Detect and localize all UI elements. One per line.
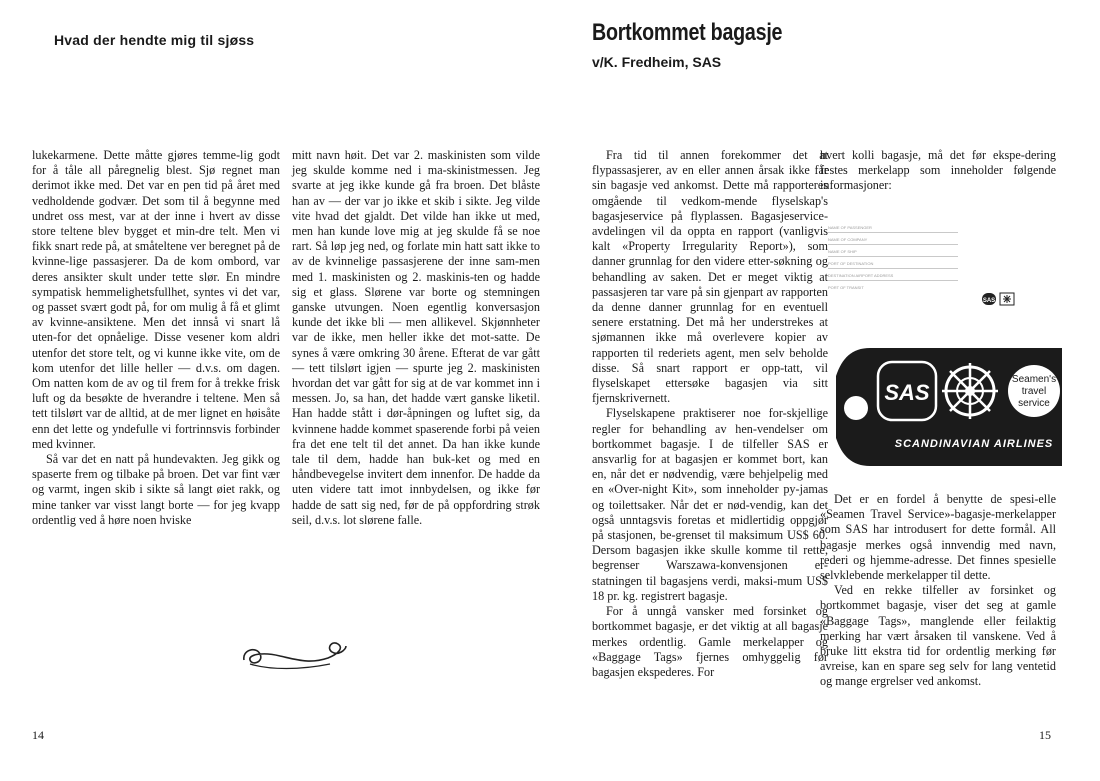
paragraph: Så var det en natt på hundevakten. Jeg gikk og spaserte frem og tilbake på broen. Det var fint vær og varmt, ingen skib i sikte så langt øiet rakk, og mine tanker var visst langt borte — for jeg kvapp ordentlig ved å høre noen hviske [32, 452, 280, 527]
running-head: Hvad der hendte mig til sjøss [54, 32, 255, 48]
left-column-2 [292, 148, 540, 528]
right-column-2-bottom [820, 492, 1056, 690]
tag-brand-text: SAS [884, 380, 930, 405]
form-row-line [828, 256, 958, 257]
paragraph: hvert kolli bagasje, må det før ekspe-dering festes merkelapp som inneholder følgende informasjoner: [820, 148, 1056, 193]
tag-footer-text: SCANDINAVIAN AIRLINES [894, 438, 1054, 450]
paragraph: Fra tid til annen forekommer det at flypassasjerer, av en eller annen årsak ikke får sin bagasje ved ankomst. Dette må rapporteres omgående til vedkom-mende flyselskap's bagasjeservice på flyplassen. Bagasjeservice-avdelingen vil da oppta en rapport (vanligvis kalt «Property Irregularity Report»), som danner grunnlag for den videre etter-søkning og behandling av saken. Det er meget viktig at passasjeren tar vare på sin gjenpart av rapporten da denne danner grunnlag for en eventuell senere erstatning. Det må her understrekes at sjømannen ikke må overlevere kopier av rapporten til rederiets agent, men selv beholde disse. Så snart rapport er opp-tatt, vil flyselskapet ettersøke bagasjen via sitt fjernskrivernett. [592, 148, 828, 406]
page-number: 15 [1039, 728, 1051, 742]
sas-logo-small [982, 292, 1016, 306]
form-row-label: DESTINATION AIRPORT ADDRESS [828, 273, 894, 278]
right-page [550, 0, 1100, 781]
paragraph: lukekarmene. Dette måtte gjøres temme-lig godt for å tåle all påregnelig blest. Sjø regnet man derimot ikke med. Det var en pen tid på året med vedholdende godvær. Det som til å begynne med undret oss mest, var at der inne i hvert av disse store teltene blev bygget et min-dre telt. Men vi fikk snart rede på, at småteltene ver beregnet på de kvinne-lige passasjerer. Da de kom ombord, var deres ansikter skult under tette slør. En mindre sympatisk hemmelighetsfullhet, syntes vi det var, og passet svært godt på, for om mulig å få et glimt av kvinne-ansiktene. Men det innså vi snart lå uten-for det opnåelige. Disse vesener kom aldri utenfor det store telt, og vi kunne ikke vite, om de kom utenfor det lille heller — d.v.s. om dagen. Om natten kom de av og til frem for å trekke frisk luft og da besøkte de hverandre i teltene. Men så tett tilslørt var de alltid, at de mer lignet en høisåte enn det lette og yndefulle vi fortrinnsvis forbinder med kvinner. [32, 148, 280, 451]
tag-service-line: service [1018, 398, 1050, 409]
form-row-line [828, 232, 958, 233]
tag-service-line: travel [1021, 386, 1047, 397]
byline: v/K. Fredheim, SAS [592, 54, 722, 70]
form-logo-text: SAS [982, 298, 996, 304]
form-row-label: PORT OF TRANSIT [828, 285, 864, 290]
form-row-line [828, 268, 958, 269]
tag-service-line: Seamen's [1011, 374, 1057, 385]
seamens-travel-service-tag [830, 342, 1066, 470]
flourish-ornament [240, 636, 350, 676]
form-row-label: NAME OF COMPANY [828, 237, 868, 242]
paragraph: Flyselskapene praktiserer noe for-skjellige regler for behandling av hen-vendelser om bortkommet bagasje. I de tilfeller SAS er ansvarlig for at bagasjen er kommet bort, kan en, når det er nødvendig, være behjelpelig med en «Over-night Kit», som inneholder py-jamas og toilettsaker. Når det er nød-vendig, kan det også unntagsvis foretas et midlertidig oppgjør på stasjonen, be-grenset til maksimum US$ 60. Dersom bagasjen ikke skulle komme til rette, begrenser Warszawa-konvensjonen er-statningen til bagasjens verdi, maksi-mum US$ 18 pr. kg. registrert bagasje. [592, 406, 828, 603]
paragraph: mitt navn høit. Det var 2. maskinisten som vilde jeg skulde komme ned i ma-skinistmessen. Jeg svarte at jeg ikke kunde gå fra broen. Det blåste han av — der var jo ikke et skib i sikte. Jeg vilde vite hvad det gjaldt. Det vilde han ikke ut med, men han kunde love mig at jeg skulde få se noe rart. Så løp jeg ned, og forlate min hatt satt ikke to av de kvinnelige passasjerene der inne sam-men med 1. maskinisten og 2. maskinis-ten og hadde sig et glass. Slørene var borte og stemningen ganske utvungen. Noen egentlig konversasjon kunde det ikke bli — men allikevel. Skjønnheter var de ikke, men heller ikke det mot-satte. De synes å være omkring 30 årene. Efterat de var gått — tett tilslørt igjen — spurte jeg 2. maskinisten hvordan det var gått for sig at de var kommet inn i messen. Jo, sa han, det hadde vært ganske liketil. Han hadde stått i dør-åpningen og luftet sig, da kvinnene hadde kommet spaserende forbi på veien fra det ene telt til det annet. Da han ikke kunde tale til dem, hadde han buk-ket og med en håndbevegelse invitert dem innenfor. De hadde da uten videre tatt imot innbydelsen, og ikke før hadde de satt sig ned, før de på oppfordring strøk seil, d.v.s. lot slørene falle. [292, 148, 540, 527]
form-row-label: NAME OF SHIP [828, 249, 857, 254]
paragraph: Ved en rekke tilfeller av forsinket og bortkommet bagasje, viser det seg at gamle «Baggage Tags», manglende eller feilaktig merking har vært årsaken til vanskene. Ved å bruke litt ekstra tid for ordentlig merking før avreise, kan en spare seg selv for lang ventetid og mange ergrelser ved ankomst. [820, 583, 1056, 689]
ship-wheel-icon [942, 363, 998, 419]
form-row-label: PORT OF DESTINATION [828, 261, 874, 266]
form-row-label: NAME OF PASSENGER [828, 225, 872, 230]
page-number: 14 [32, 728, 44, 742]
right-column-1 [592, 148, 828, 680]
form-row-line [828, 244, 958, 245]
paragraph: For å unngå vansker med forsinket og bortkommet bagasje, er det viktig at all bagasje merkes ordentlig. Gamle merkelapper og «Baggage Tags» fjernes omhyggelig før bagasjen ekspederes. For [592, 604, 828, 679]
left-column-1 [32, 148, 280, 528]
right-column-2-top [820, 148, 1056, 194]
baggage-label-form [828, 224, 1022, 308]
form-row-line [828, 280, 958, 281]
article-title: Bortkommet bagasje [592, 19, 783, 46]
paragraph: Det er en fordel å benytte de spesi-elle «Seamen Travel Service»-bagasje-merkelapper som SAS har introdusert for dette formål. All bagasje merkes også innvendig med navn, rederi og hjemme-adresse. Det finnes spesielle selvklebende merkelapper til dette. [820, 492, 1056, 583]
